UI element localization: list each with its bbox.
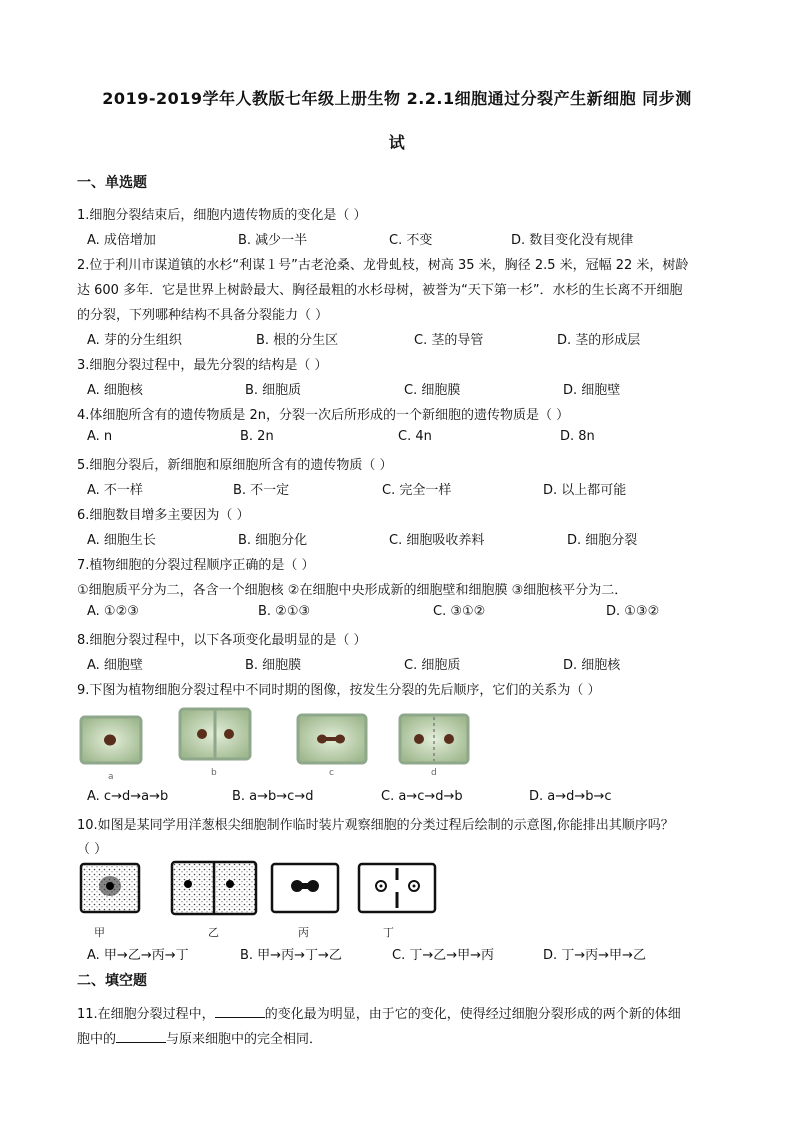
q9-option-b[interactable]: B. a→b→c→d	[232, 789, 314, 804]
q10-option-d[interactable]: D. 丁→丙→甲→乙	[543, 948, 646, 963]
fig10-label-bing: 丙	[298, 926, 309, 939]
plant-cell-division-figure	[78, 705, 478, 783]
question-2-line-1: 2.位于利川市谋道镇的水杉“利谋１号”古老沧桑、龙骨虬枝，树高 35 米，胸径 2.5 米，冠幅 22 米，树龄	[77, 258, 689, 273]
q11-text-post: 与原来细胞中的完全相同．	[166, 1032, 323, 1047]
question-2-line-2: 达 600 多年．它是世界上树龄最大、胸径最粗的水杉母树，被誉为“天下第一杉”．水杉的生长离不开细胞	[77, 283, 683, 298]
q7-option-b[interactable]: B. ②①③	[258, 604, 311, 619]
q6-option-d[interactable]: D. 细胞分裂	[567, 533, 638, 548]
q7-option-c[interactable]: C. ③①②	[433, 604, 486, 619]
cell-figure-d	[400, 715, 468, 763]
fig10-label-jia: 甲	[94, 926, 105, 939]
question-4: 4.体细胞所含有的遗传物质是 2n，分裂一次后所形成的一个新细胞的遗传物质是（ ）	[77, 408, 570, 423]
q8-option-a[interactable]: A. 细胞壁	[87, 658, 143, 673]
q11-blank-1[interactable]	[215, 1005, 265, 1018]
q1-option-b[interactable]: B. 减少一半	[238, 233, 308, 248]
q11-text-pre: 11.在细胞分裂过程中，	[77, 1007, 215, 1022]
fig9-label-c: c	[329, 768, 334, 778]
q2-option-c[interactable]: C. 茎的导管	[414, 333, 484, 348]
q3-option-a[interactable]: A. 细胞核	[87, 383, 143, 398]
question-11-line-2	[77, 1028, 322, 1047]
q3-option-d[interactable]: D. 细胞壁	[563, 383, 621, 398]
fig9-label-a: a	[108, 772, 114, 782]
fig10-label-ding: 丁	[383, 926, 394, 939]
fig9-label-b: b	[211, 768, 217, 778]
fig9-label-d: d	[431, 768, 437, 778]
q6-option-a[interactable]: A. 细胞生长	[87, 533, 156, 548]
q6-option-c[interactable]: C. 细胞吸收养料	[389, 533, 485, 548]
q9-option-c[interactable]: C. a→c→d→b	[381, 789, 463, 804]
fig10-label-yi: 乙	[208, 926, 219, 939]
q10-option-a[interactable]: A. 甲→乙→丙→丁	[87, 948, 189, 963]
q8-option-b[interactable]: B. 细胞膜	[245, 658, 302, 673]
section-heading-fill-blank: 二、填空题	[77, 973, 147, 989]
q11-text-mid: 的变化最为明显，由于它的变化，使得经过细胞分裂形成的两个新的体细	[264, 1007, 681, 1022]
question-7: 7.植物细胞的分裂过程顺序正确的是（ ）	[77, 558, 315, 573]
q2-option-d[interactable]: D. 茎的形成层	[557, 333, 641, 348]
question-6: 6.细胞数目增多主要因为（ ）	[77, 508, 250, 523]
page-title-continued: 试	[388, 133, 406, 152]
q9-option-a[interactable]: A. c→d→a→b	[87, 789, 169, 804]
q5-option-b[interactable]: B. 不一定	[233, 483, 290, 498]
q11-blank-2[interactable]	[116, 1030, 166, 1043]
q10-option-c[interactable]: C. 丁→乙→甲→丙	[392, 948, 495, 963]
q5-option-c[interactable]: C. 完全一样	[382, 483, 452, 498]
q8-option-c[interactable]: C. 细胞质	[404, 658, 461, 673]
q1-option-d[interactable]: D. 数目变化没有规律	[511, 233, 634, 248]
q8-option-d[interactable]: D. 细胞核	[563, 658, 621, 673]
page-title: 2019-2019学年人教版七年级上册生物 2.2.1细胞通过分裂产生新细胞 同步测	[102, 89, 692, 108]
q11-text-pre-2: 胞中的	[77, 1032, 117, 1047]
q4-option-a[interactable]: A. n	[87, 429, 113, 444]
question-2-line-3: 的分裂，下列哪种结构不具备分裂能力（ ）	[77, 308, 329, 323]
question-9: 9.下图为植物细胞分裂过程中不同时期的图像，按发生分裂的先后顺序，它们的关系为（ ）	[77, 683, 601, 698]
q9-option-d[interactable]: D. a→d→b→c	[529, 789, 612, 804]
q4-option-c[interactable]: C. 4n	[398, 429, 432, 444]
q10-option-b[interactable]: B. 甲→丙→丁→乙	[240, 948, 342, 963]
question-11-line-1	[77, 1003, 681, 1022]
q6-option-b[interactable]: B. 细胞分化	[238, 533, 308, 548]
question-1: 1.细胞分裂结束后，细胞内遗传物质的变化是（ ）	[77, 208, 367, 223]
cell-figure-yi	[172, 862, 256, 914]
q2-option-a[interactable]: A. 芽的分生组织	[87, 333, 182, 348]
question-3: 3.细胞分裂过程中，最先分裂的结构是（ ）	[77, 358, 328, 373]
q7-option-d[interactable]: D. ①③②	[606, 604, 660, 619]
question-5: 5.细胞分裂后，新细胞和原细胞所含有的遗传物质（ ）	[77, 458, 393, 473]
q3-option-b[interactable]: B. 细胞质	[245, 383, 302, 398]
cell-figure-ding	[359, 864, 435, 912]
question-7-steps: ①细胞质平分为二，各含一个细胞核 ②在细胞中央形成新的细胞壁和细胞膜 ③细胞核平分为二．	[77, 583, 628, 598]
q1-option-a[interactable]: A. 成倍增加	[87, 233, 156, 248]
question-10: 10.如图是某同学用洋葱根尖细胞制作临时装片观察细胞的分类过程后绘制的示意图,你能排出其顺序吗？	[77, 818, 674, 833]
cell-figure-c	[298, 715, 366, 763]
cell-figure-bing	[272, 864, 338, 912]
onion-root-tip-cell-figure	[78, 858, 448, 940]
q5-option-a[interactable]: A. 不一样	[87, 483, 143, 498]
q3-option-c[interactable]: C. 细胞膜	[404, 383, 461, 398]
q4-option-b[interactable]: B. 2n	[240, 429, 274, 444]
q4-option-d[interactable]: D. 8n	[560, 429, 595, 444]
question-10-paren: （ ）	[77, 842, 108, 857]
q1-option-c[interactable]: C. 不变	[389, 233, 433, 248]
cell-figure-a	[81, 717, 141, 763]
question-8: 8.细胞分裂过程中，以下各项变化最明显的是（ ）	[77, 633, 367, 648]
section-heading-single-choice: 一、单选题	[77, 175, 147, 191]
q5-option-d[interactable]: D. 以上都可能	[543, 483, 627, 498]
q7-option-a[interactable]: A. ①②③	[87, 604, 139, 619]
cell-figure-b	[180, 709, 250, 759]
cell-figure-jia	[81, 864, 139, 912]
q2-option-b[interactable]: B. 根的分生区	[256, 333, 339, 348]
